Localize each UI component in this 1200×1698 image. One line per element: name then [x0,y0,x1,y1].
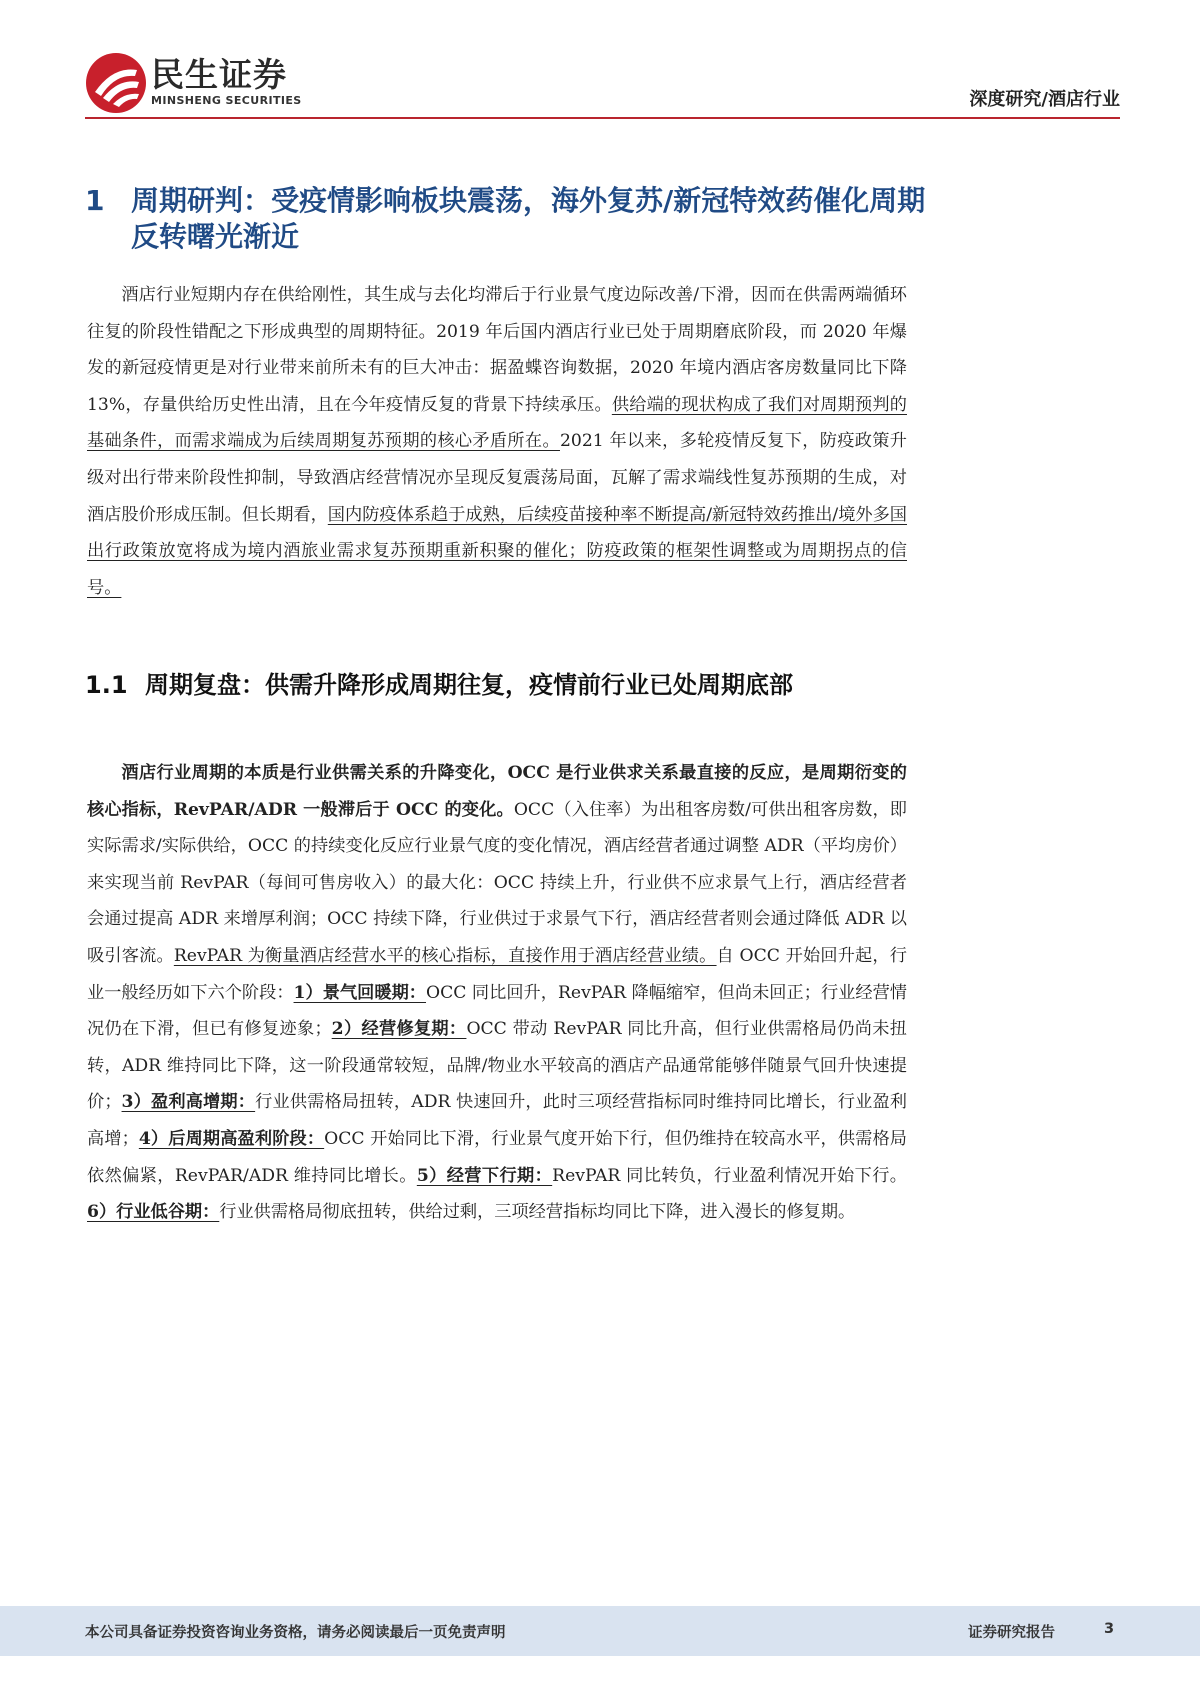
section-1-title: 周期研判：受疫情影响板块震荡，海外复苏/新冠特效药催化周期反转曙光渐近 [131,184,926,253]
section-1-paragraph [87,277,907,606]
section-1-heading [85,183,945,255]
phase-5-text: RevPAR 同比转负，行业盈利情况开始下行。 [552,1165,907,1186]
phase-3-text: 行业供需格局扭转，ADR 快速回升，此时三项经营指标同时维持同比增长，行业盈利高增； [87,1092,907,1149]
phase-4-label: 4）后周期高盈利阶段： [138,1128,325,1149]
para-text: 酒店行业短期内存在供给刚性，其生成与去化均滞后于行业景气度边际改善/下滑，因而在供需两端循环往复的阶段性错配之下形成典型的周期特征。2019 年后国内酒店行业已处于周期磨底阶段，而 2020 年爆发的新冠疫情更是对行业带来前所未有的巨大冲击：据盈蝶咨询数据，2020 年境内酒店客房数量同比下降 13%，存量供给历史性出清，且在今年疫情反复的背景下持续承压。 [87,285,907,415]
para-underlined-text: RevPAR 为衡量酒店经营水平的核心指标，直接作用于酒店经营业绩。 [173,945,717,966]
phase-2-label: 2）经营修复期： [331,1019,467,1040]
minsheng-logo-icon [85,52,147,114]
phase-6-text: 行业供需格局彻底扭转，供给过剩，三项经营指标均同比下降，进入漫长的修复期。 [219,1202,856,1223]
brand-name [151,56,302,108]
footer-disclaimer: 本公司具备证券投资咨询业务资格，请务必阅读最后一页免责声明 [85,1625,506,1641]
header-divider [85,117,1120,119]
phase-3-label: 3）盈利高增期： [121,1092,256,1113]
para-text: OCC（入住率）为出租客房数/可供出租客房数，即实际需求/实际供给，OCC 的持续变化反应行业景气度的变化情况，酒店经营者通过调整 ADR（平均房价）来实现当前 RevPAR（每间可售房收入）的最大化：OCC 持续上升，行业供不应求景气上行，酒店经营者会通过提高 ADR 来增厚利润；OCC 持续下降，行业供过于求景气下行，酒店经营者则会通过降低 ADR 以吸引客流。 [87,799,907,966]
phase-2-text: OCC 带动 RevPAR 同比升高，但行业供需格局仍尚未扭转，ADR 维持同比下降，这一阶段通常较短，品牌/物业水平较高的酒店产品通常能够伴随景气回升快速提价； [87,1019,907,1113]
brand-cn: 民生证券 [151,55,287,94]
phase-6-label: 6）行业低谷期： [87,1202,220,1223]
para-underlined-text: 供给端的现状构成了我们对周期预判的基础条件，而需求端成为后续周期复苏预期的核心矛盾所在。 [87,394,907,452]
phase-1-text: OCC 同比回升，RevPAR 降幅缩窄，但尚未回正；行业经营情况仍在下滑，但已有修复迹象； [87,982,907,1040]
phase-1-label: 1）景气回暖期： [293,982,427,1003]
para-bold-text: 酒店行业周期的本质是行业供需关系的升降变化，OCC 是行业供求关系最直接的反应，是周期衍变的核心指标，RevPAR/ADR 一般滞后于 OCC 的变化。 [87,763,907,820]
phase-5-label: 5）经营下行期： [416,1165,553,1186]
para-text: 自 OCC 开始回升起，行业一般经历如下六个阶段： [87,945,907,1003]
phase-4-text: OCC 开始同比下滑，行业景气度开始下行，但仍维持在较高水平，供需格局依然偏紧，RevPAR/ADR 维持同比增长。 [87,1128,907,1186]
section-1-number: 1 [85,184,105,217]
page-number: 3 [1104,1621,1115,1637]
section-1-1-heading [85,667,905,703]
para-underlined-text: 国内防疫体系趋于成熟，后续疫苗接种率不断提高/新冠特效药推出/境外多国出行政策放宽将成为境内酒旅业需求复苏预期重新积聚的催化；防疫政策的框架性调整或为周期拐点的信号。 [87,504,907,598]
report-type: 深度研究/酒店行业 [969,89,1120,110]
section-1-1-number: 1.1 [85,671,128,699]
para-text: 2021 年以来，多轮疫情反复下，防疫政策升级对出行带来阶段性抑制，导致酒店经营情况亦呈现反复震荡局面，瓦解了需求端线性复苏预期的生成，对酒店股价形成压制。但长期看， [87,431,907,525]
page-footer [0,1606,1200,1656]
page-header [85,52,1120,120]
footer-report-label: 证券研究报告 [968,1625,1055,1641]
section-1-1-title: 周期复盘：供需升降形成周期往复，疫情前行业已处周期底部 [145,671,793,699]
section-1-1-paragraph [87,755,907,1231]
brand-en: MINSHENG SECURITIES [151,94,302,107]
